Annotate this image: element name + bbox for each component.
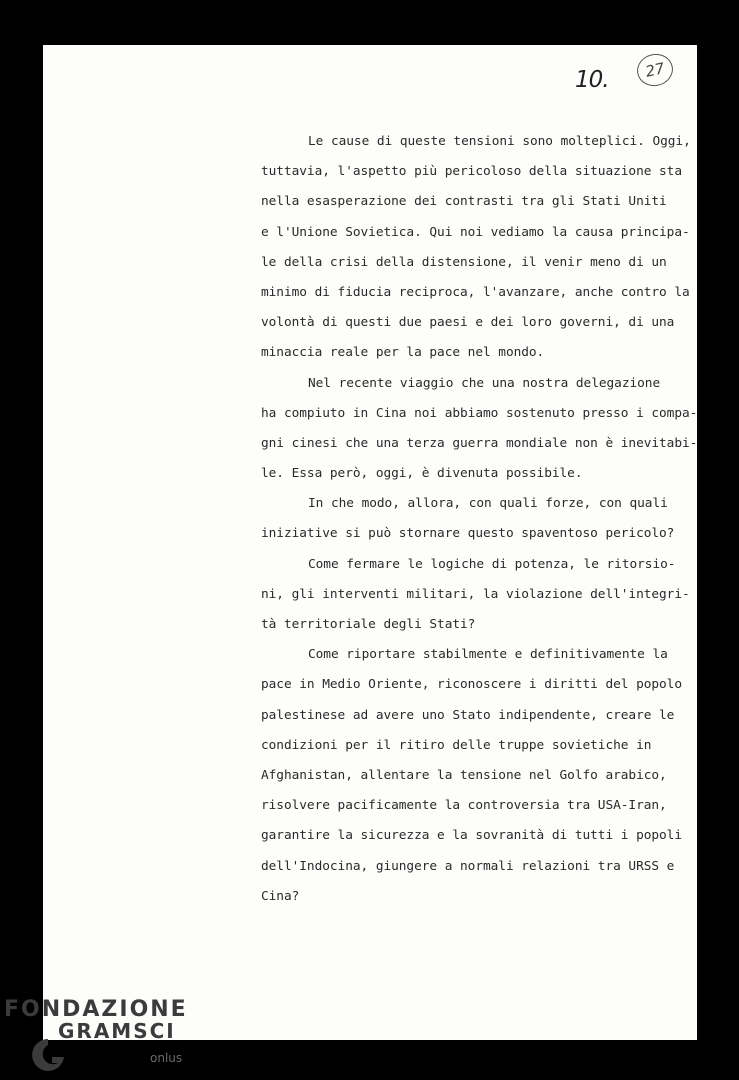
text-line: e l'Unione Sovietica. Qui noi vediamo la causa principa-	[261, 224, 690, 240]
document-page	[43, 45, 697, 1040]
text-line: minimo di fiducia reciproca, l'avanzare, anche contro la	[261, 284, 690, 300]
page-number: 10.	[575, 67, 609, 93]
text-line: iniziative si può stornare questo spaventoso pericolo?	[261, 526, 675, 542]
text-line: dell'Indocina, giungere a normali relazioni tra URSS e	[261, 858, 675, 874]
text-line: gni cinesi che una terza guerra mondiale non è inevitabi-	[261, 435, 698, 451]
text-line: pace in Medio Oriente, riconoscere i diritti del popolo	[261, 677, 682, 693]
watermark-suffix: onlus	[150, 1051, 183, 1065]
paragraph-first-line: In che modo, allora, con quali forze, con quali	[308, 496, 668, 512]
text-line: tuttavia, l'aspetto più pericoloso della situazione sta	[261, 164, 682, 180]
watermark-line-2: GRAMSCI	[58, 1019, 176, 1043]
text-line: Afghanistan, allentare la tensione nel Golfo arabico,	[261, 767, 667, 783]
text-line: ni, gli interventi militari, la violazione dell'integri-	[261, 586, 690, 602]
text-line: tà territoriale degli Stati?	[261, 617, 476, 632]
text-line: garantire la sicurezza e la sovranità di tutti i popoli	[261, 828, 682, 844]
text-line: volontà di questi due paesi e dei loro governi, di una	[261, 315, 675, 331]
text-line: risolvere pacificamente la controversia tra USA-Iran,	[261, 798, 667, 814]
foundation-watermark-logo	[0, 995, 200, 1080]
paragraph-first-line: Come fermare le logiche di potenza, le ritorsio-	[308, 556, 676, 572]
text-line: Cina?	[261, 888, 300, 904]
text-line: minaccia reale per la pace nel mondo.	[261, 345, 545, 361]
watermark-line-1: FONDAZIONE	[4, 997, 188, 1022]
text-line: nella esasperazione dei contrasti tra gli Stati Uniti	[261, 194, 667, 210]
paragraph-first-line: Nel recente viaggio che una nostra delegazione	[308, 375, 661, 391]
text-line: condizioni per il ritiro delle truppe sovietiche in	[261, 737, 652, 753]
archive-number-stamp: 27	[634, 51, 676, 90]
text-line: ha compiuto in Cina noi abbiamo sostenuto presso i compa-	[261, 405, 698, 421]
text-line: le. Essa però, oggi, è divenuta possibile.	[261, 466, 583, 482]
document-body	[261, 127, 698, 912]
paragraph-first-line: Le cause di queste tensioni sono molteplici. Oggi,	[308, 134, 691, 149]
text-line: palestinese ad avere uno Stato indipendente, creare le	[261, 707, 675, 723]
paragraph-first-line: Come riportare stabilmente e definitivamente la	[308, 647, 668, 663]
text-line: le della crisi della distensione, il venir meno di un	[261, 254, 667, 270]
